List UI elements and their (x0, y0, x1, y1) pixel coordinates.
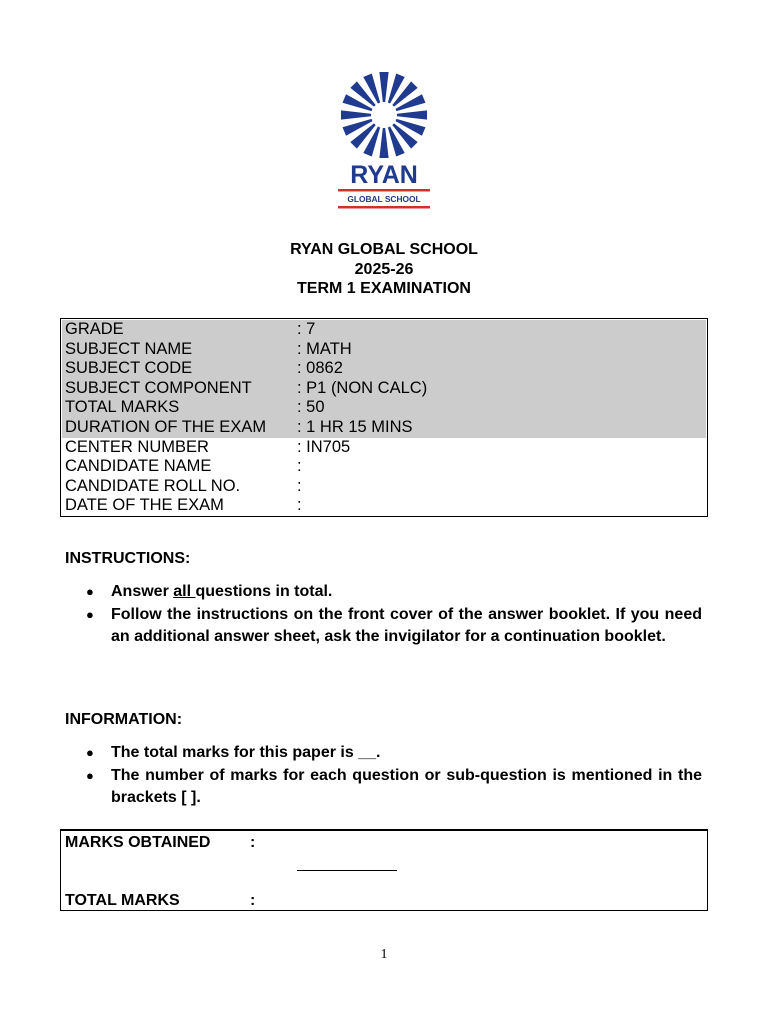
marks-obtained-label: MARKS OBTAINED (65, 834, 211, 851)
total-marks-colon: : (250, 892, 256, 909)
logo-name: RYAN (350, 161, 418, 189)
detail-value: : MATH (297, 340, 352, 360)
page-number: 1 (380, 947, 388, 962)
instruction-item: ● Follow the instructions on the front cover of the answer booklet. If you need an additional answer sheet, ask the invigilator for a continuation booklet. (86, 604, 702, 649)
detail-value: : 1 HR 15 MINS (297, 418, 413, 438)
detail-label: DURATION OF THE EXAM (65, 417, 267, 436)
detail-label: SUBJECT CODE (65, 359, 193, 378)
detail-value: : IN705 (297, 438, 350, 458)
detail-label: CANDIDATE ROLL NO. (65, 476, 241, 495)
detail-row-total-marks (65, 398, 707, 418)
logo-red-bar-top (338, 189, 430, 192)
detail-row-exam-date (65, 496, 707, 516)
detail-row-subject-code (65, 359, 707, 379)
detail-row-roll-no (65, 477, 707, 497)
sunburst-icon (341, 72, 427, 158)
exam-details-table (60, 318, 708, 517)
logo-subtitle: GLOBAL SCHOOL (347, 194, 421, 204)
detail-label: DATE OF THE EXAM (65, 496, 224, 515)
detail-row-center-number (65, 438, 707, 458)
information-item: ● The total marks for this paper is __. (86, 742, 702, 765)
detail-row-subject-component (65, 379, 707, 399)
marks-fraction-line (297, 870, 397, 871)
marks-box (60, 829, 708, 911)
sunburst-ray (397, 110, 427, 119)
total-marks-label: TOTAL MARKS (65, 892, 180, 909)
sunburst-ray (341, 110, 371, 119)
detail-value: : 0862 (297, 359, 343, 379)
marks-obtained-colon: : (250, 834, 256, 851)
instructions-list (86, 581, 702, 649)
detail-value: : 7 (297, 320, 315, 340)
detail-label: GRADE (65, 320, 124, 338)
detail-value (297, 457, 302, 477)
detail-label: CANDIDATE NAME (65, 457, 212, 476)
logo-emblem (330, 70, 438, 212)
school-name: RYAN GLOBAL SCHOOL (290, 241, 478, 258)
detail-label: SUBJECT COMPONENT (65, 378, 252, 397)
detail-value: : P1 (NON CALC) (297, 379, 427, 399)
detail-label: TOTAL MARKS (65, 398, 180, 417)
information-list (86, 742, 702, 810)
detail-label: CENTER NUMBER (65, 437, 209, 456)
sunburst-ray (379, 72, 388, 102)
detail-value: : 50 (297, 398, 325, 418)
exam-header (0, 240, 768, 299)
detail-row-grade (65, 320, 707, 340)
detail-row-duration (65, 418, 707, 438)
emphasis-all: all (173, 583, 196, 600)
detail-value (297, 477, 302, 497)
logo-red-bar-bottom (338, 206, 430, 209)
detail-row-candidate-name (65, 457, 707, 477)
sunburst-ray (379, 128, 388, 158)
school-logo (330, 70, 438, 212)
detail-value (297, 496, 302, 516)
information-heading: INFORMATION: (65, 711, 183, 728)
detail-row-subject-name (65, 340, 707, 360)
instructions-heading: INSTRUCTIONS: (65, 550, 191, 567)
exam-title: TERM 1 EXAMINATION (297, 280, 471, 297)
instruction-item: ● Answer all questions in total. (86, 581, 702, 604)
academic-year: 2025-26 (354, 260, 414, 278)
detail-label: SUBJECT NAME (65, 339, 193, 358)
information-item: ● The number of marks for each question or sub-question is mentioned in the brackets [ ]. (86, 765, 702, 810)
